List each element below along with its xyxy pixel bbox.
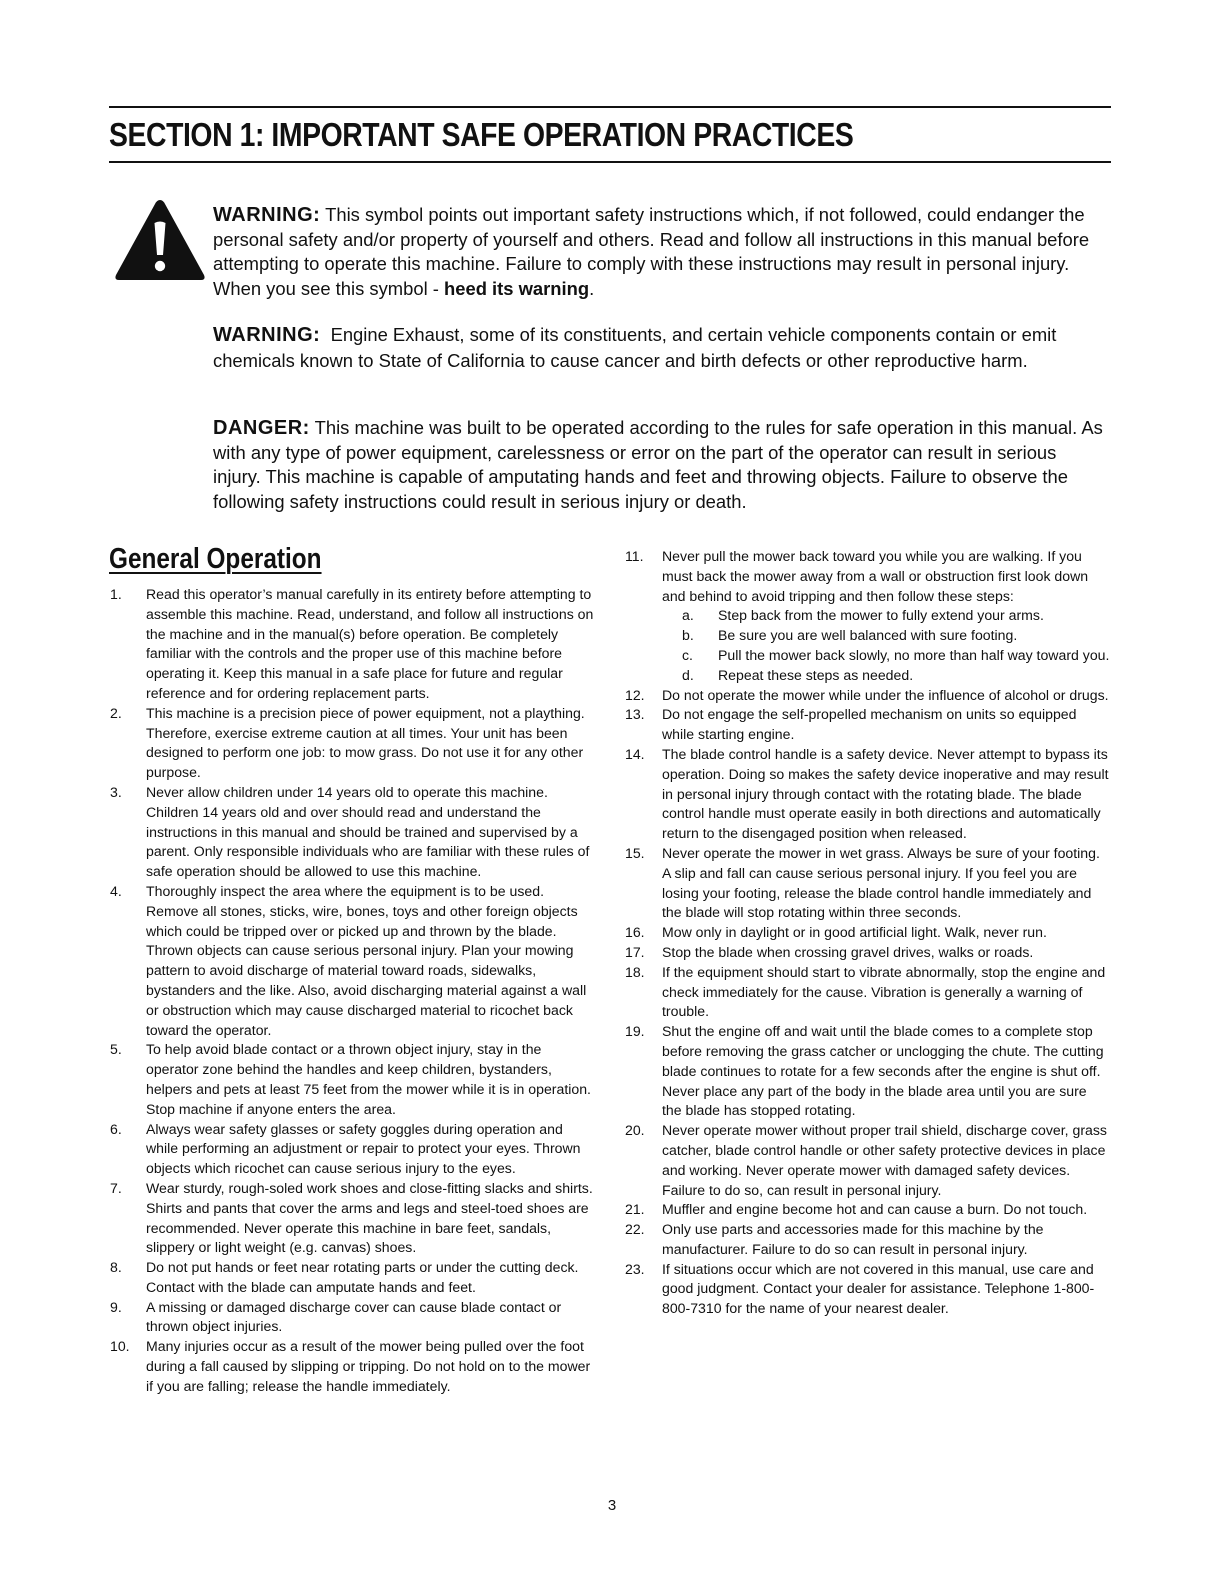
list-item-text: Stop the blade when crossing gravel drives, walks or roads. bbox=[662, 943, 1034, 960]
list-item-number: 15. bbox=[625, 844, 645, 861]
general-operation-heading: General Operation bbox=[109, 543, 322, 575]
sub-list-item bbox=[662, 666, 1110, 686]
list-item-text: This machine is a precision piece of power equipment, not a plaything. Therefore, exercise extreme caution at all times. Your unit has been designed to perform one job: to mow grass. Do not use it for any other purpose. bbox=[146, 704, 585, 781]
list-item-text: Only use parts and accessories made for this machine by the manufacturer. Failure to do so can result in personal injury. bbox=[662, 1221, 1044, 1257]
list-item-number: 6. bbox=[110, 1120, 122, 1137]
sub-list-text: Repeat these steps as needed. bbox=[718, 666, 914, 683]
header-rule-top bbox=[109, 106, 1111, 108]
list-item bbox=[625, 745, 1110, 844]
sub-list-item bbox=[662, 646, 1110, 666]
warning-triangle-exclamation-icon bbox=[113, 197, 207, 283]
danger-text: This machine was built to be operated according to the rules for safe operation in this manual. As with any type of power equipment, carelessness or error on the part of the operator can result in serious injury. This machine is capable of amputating hands and feet and throwing objects. Failure to observe the following safety instructions could result in serious injury or death. bbox=[213, 417, 1103, 512]
list-item bbox=[110, 1337, 595, 1396]
list-item bbox=[625, 923, 1110, 943]
list-item bbox=[625, 963, 1110, 1022]
list-item-number: 2. bbox=[110, 704, 122, 721]
list-item-number: 13. bbox=[625, 706, 645, 723]
list-item bbox=[625, 844, 1110, 923]
safety-list-right bbox=[625, 547, 1110, 1319]
list-item-text: Thoroughly inspect the area where the equipment is to be used. Remove all stones, sticks, wire, bones, toys and other foreign objects which could be tripped over or picked up and thrown by the blade. Thrown objects can cause serious personal injury. Plan your mowing pattern to avoid discharge of material toward roads, sidewalks, bystanders and the like. Also, avoid discharging material against a wall or obstruction which may cause discharged material to ricochet back toward the operator. bbox=[146, 882, 587, 1038]
sub-list-text: Pull the mower back slowly, no more than half way toward you. bbox=[718, 646, 1110, 663]
sub-list-item bbox=[662, 626, 1110, 646]
list-item-text: Never operate mower without proper trail shield, discharge cover, grass catcher, blade control handle or other safety protective devices in place and working. Never operate mower with damaged safety devices. Failure to do so, can result in personal injury. bbox=[662, 1122, 1107, 1198]
list-item bbox=[110, 783, 595, 882]
list-item-number: 14. bbox=[625, 745, 645, 762]
list-item-text: Read this operator’s manual carefully in its entirety before attempting to assemble this machine. Read, understand, and follow all instructions on the machine and in the manual(s) before operation. Be completely familiar with the controls and the proper use of this machine before operating it. Keep this manual in a safe place for future and regular reference and for ordering replacement parts. bbox=[146, 586, 594, 701]
list-item bbox=[625, 1260, 1110, 1319]
list-item-text: If the equipment should start to vibrate abnormally, stop the engine and check immediately for the cause. Vibration is generally a warning of trouble. bbox=[662, 963, 1106, 1020]
sub-list-text: Be sure you are well balanced with sure footing. bbox=[718, 627, 1018, 644]
list-item bbox=[625, 705, 1110, 745]
list-item-number: 18. bbox=[625, 963, 645, 980]
section-title: SECTION 1: IMPORTANT SAFE OPERATION PRACTICES bbox=[109, 116, 854, 153]
header-rule-bottom bbox=[109, 161, 1111, 163]
danger-notice bbox=[213, 416, 1103, 514]
danger-label: DANGER: bbox=[213, 417, 310, 439]
sub-list bbox=[662, 606, 1110, 685]
warning-text: This symbol points out important safety instructions which, if not followed, could endanger the personal safety and/or property of yourself and others. Read and follow all instructions in this manual before attempting to operate this machine. Failure to comply with these instructions may result in personal injury. When you see this symbol - bbox=[213, 204, 1090, 299]
list-item bbox=[110, 1258, 595, 1298]
list-item bbox=[110, 704, 595, 783]
list-item-text: Never pull the mower back toward you while you are walking. If you must back the mower away from a wall or obstruction first look down and behind to avoid tripping and then follow these steps: bbox=[662, 548, 1089, 604]
list-item-number: 17. bbox=[625, 943, 645, 960]
sub-list-letter: c. bbox=[682, 646, 693, 663]
list-item-number: 5. bbox=[110, 1041, 122, 1058]
list-item-number: 12. bbox=[625, 686, 645, 703]
sub-list-letter: a. bbox=[682, 607, 694, 624]
list-item-number: 16. bbox=[625, 924, 645, 941]
list-item-number: 19. bbox=[625, 1023, 645, 1040]
list-item-text: A missing or damaged discharge cover can cause blade contact or thrown object injuries. bbox=[146, 1298, 562, 1335]
list-item bbox=[110, 1040, 595, 1119]
list-item-text: Shut the engine off and wait until the blade comes to a complete stop before removing the grass catcher or unclogging the chute. The cutting blade continues to rotate for a few seconds after the engine is shut off. Never place any part of the body in the blade area until you are sure the blade has stopped rotating. bbox=[662, 1023, 1104, 1119]
warning-label: WARNING: bbox=[213, 204, 321, 226]
list-item-number: 11. bbox=[625, 548, 644, 564]
list-item-text: To help avoid blade contact or a thrown object injury, stay in the operator zone behind the handles and keep children, bystanders, helpers and pets at least 75 feet from the mower while it is in operation. Stop machine if anyone enters the area. bbox=[146, 1041, 591, 1117]
list-item-number: 22. bbox=[625, 1221, 645, 1238]
list-item bbox=[110, 1179, 595, 1258]
list-item-number: 21. bbox=[625, 1201, 645, 1218]
list-item bbox=[625, 1022, 1110, 1121]
warning-tail: . bbox=[589, 277, 595, 299]
list-item-text: Many injuries occur as a result of the mower being pulled over the foot during a fall caused by slipping or tripping. Do not hold on to the mower if you are falling; release the handle immediately. bbox=[146, 1338, 591, 1394]
page-number: 3 bbox=[607, 1497, 617, 1514]
list-item-text: If situations occur which are not covered in this manual, use care and good judgment. Contact your dealer for assistance. Telephone 1-800-800-7310 for the name of your nearest dealer. bbox=[662, 1260, 1095, 1317]
list-item bbox=[110, 1120, 595, 1179]
list-item-number: 20. bbox=[625, 1122, 645, 1139]
list-item-text: Do not engage the self-propelled mechanism on units so equipped while starting engine. bbox=[662, 706, 1077, 743]
sub-list-letter: d. bbox=[682, 666, 694, 683]
list-item-number: 10. bbox=[110, 1338, 130, 1355]
safety-list-left bbox=[110, 585, 595, 1397]
list-item bbox=[625, 547, 1110, 686]
list-item-text: Do not operate the mower while under the influence of alcohol or drugs. bbox=[662, 686, 1109, 703]
warning-text: Engine Exhaust, some of its constituents, and certain vehicle components contain or emit chemicals known to State of California to cause cancer and birth defects or other reproductive harm. bbox=[213, 324, 1057, 371]
list-item bbox=[110, 585, 595, 704]
list-item-text: The blade control handle is a safety device. Never attempt to bypass its operation. Doing so makes the safety device inoperative and may result in personal injury through contact with the rotating blade. The blade control handle must operate easily in both directions and automatically return to the disengaged position when released. bbox=[662, 745, 1109, 842]
list-item-number: 4. bbox=[110, 882, 122, 899]
list-item bbox=[625, 686, 1110, 706]
list-item-number: 8. bbox=[110, 1259, 122, 1276]
warning-emphasis: heed its warning bbox=[444, 277, 590, 299]
list-item bbox=[625, 1200, 1110, 1220]
list-item bbox=[625, 1121, 1110, 1200]
list-item bbox=[110, 1298, 595, 1338]
list-item-text: Never operate the mower in wet grass. Always be sure of your footing. A slip and fall can cause serious personal injury. If you feel you are losing your footing, release the blade control handle immediately and the blade will stop rotating within three seconds. bbox=[662, 844, 1100, 921]
list-item-number: 1. bbox=[110, 586, 122, 602]
list-item-number: 23. bbox=[625, 1260, 645, 1277]
list-item bbox=[625, 1220, 1110, 1260]
list-item-number: 7. bbox=[110, 1179, 122, 1196]
warning-notice-symbol bbox=[213, 203, 1103, 301]
list-item bbox=[110, 882, 595, 1040]
list-item bbox=[625, 943, 1110, 963]
list-item-text: Never allow children under 14 years old to operate this machine. Children 14 years old and over should read and understand the instructions in this manual and should be trained and supervised by a parent. Only responsible individuals who are familiar with these rules of safe operation should be allowed to use this machine. bbox=[146, 783, 590, 880]
list-item-text: Mow only in daylight or in good artificial light. Walk, never run. bbox=[662, 924, 1047, 941]
sub-list-text: Step back from the mower to fully extend your arms. bbox=[718, 607, 1044, 624]
list-item-number: 9. bbox=[110, 1298, 122, 1315]
warning-label: WARNING: bbox=[213, 324, 321, 346]
list-item-text: Muffler and engine become hot and can cause a burn. Do not touch. bbox=[662, 1201, 1088, 1218]
sub-list-item bbox=[662, 606, 1110, 626]
list-item-text: Wear sturdy, rough-soled work shoes and close-fitting slacks and shirts. Shirts and pants that cover the arms and legs and steel-toed shoes are recommended. Never operate this machine in bare feet, sandals, slippery or light weight (e.g. canvas) shoes. bbox=[146, 1179, 593, 1256]
warning-notice-exhaust bbox=[213, 322, 1103, 374]
list-item-text: Always wear safety glasses or safety goggles during operation and while performing an adjustment or repair to protect your eyes. Thrown objects which ricochet can cause serious injury to the eyes. bbox=[146, 1120, 581, 1177]
list-item-text: Do not put hands or feet near rotating parts or under the cutting deck. Contact with the blade can amputate hands and feet. bbox=[146, 1259, 579, 1295]
list-item-number: 3. bbox=[110, 783, 122, 800]
sub-list-letter: b. bbox=[682, 627, 694, 644]
